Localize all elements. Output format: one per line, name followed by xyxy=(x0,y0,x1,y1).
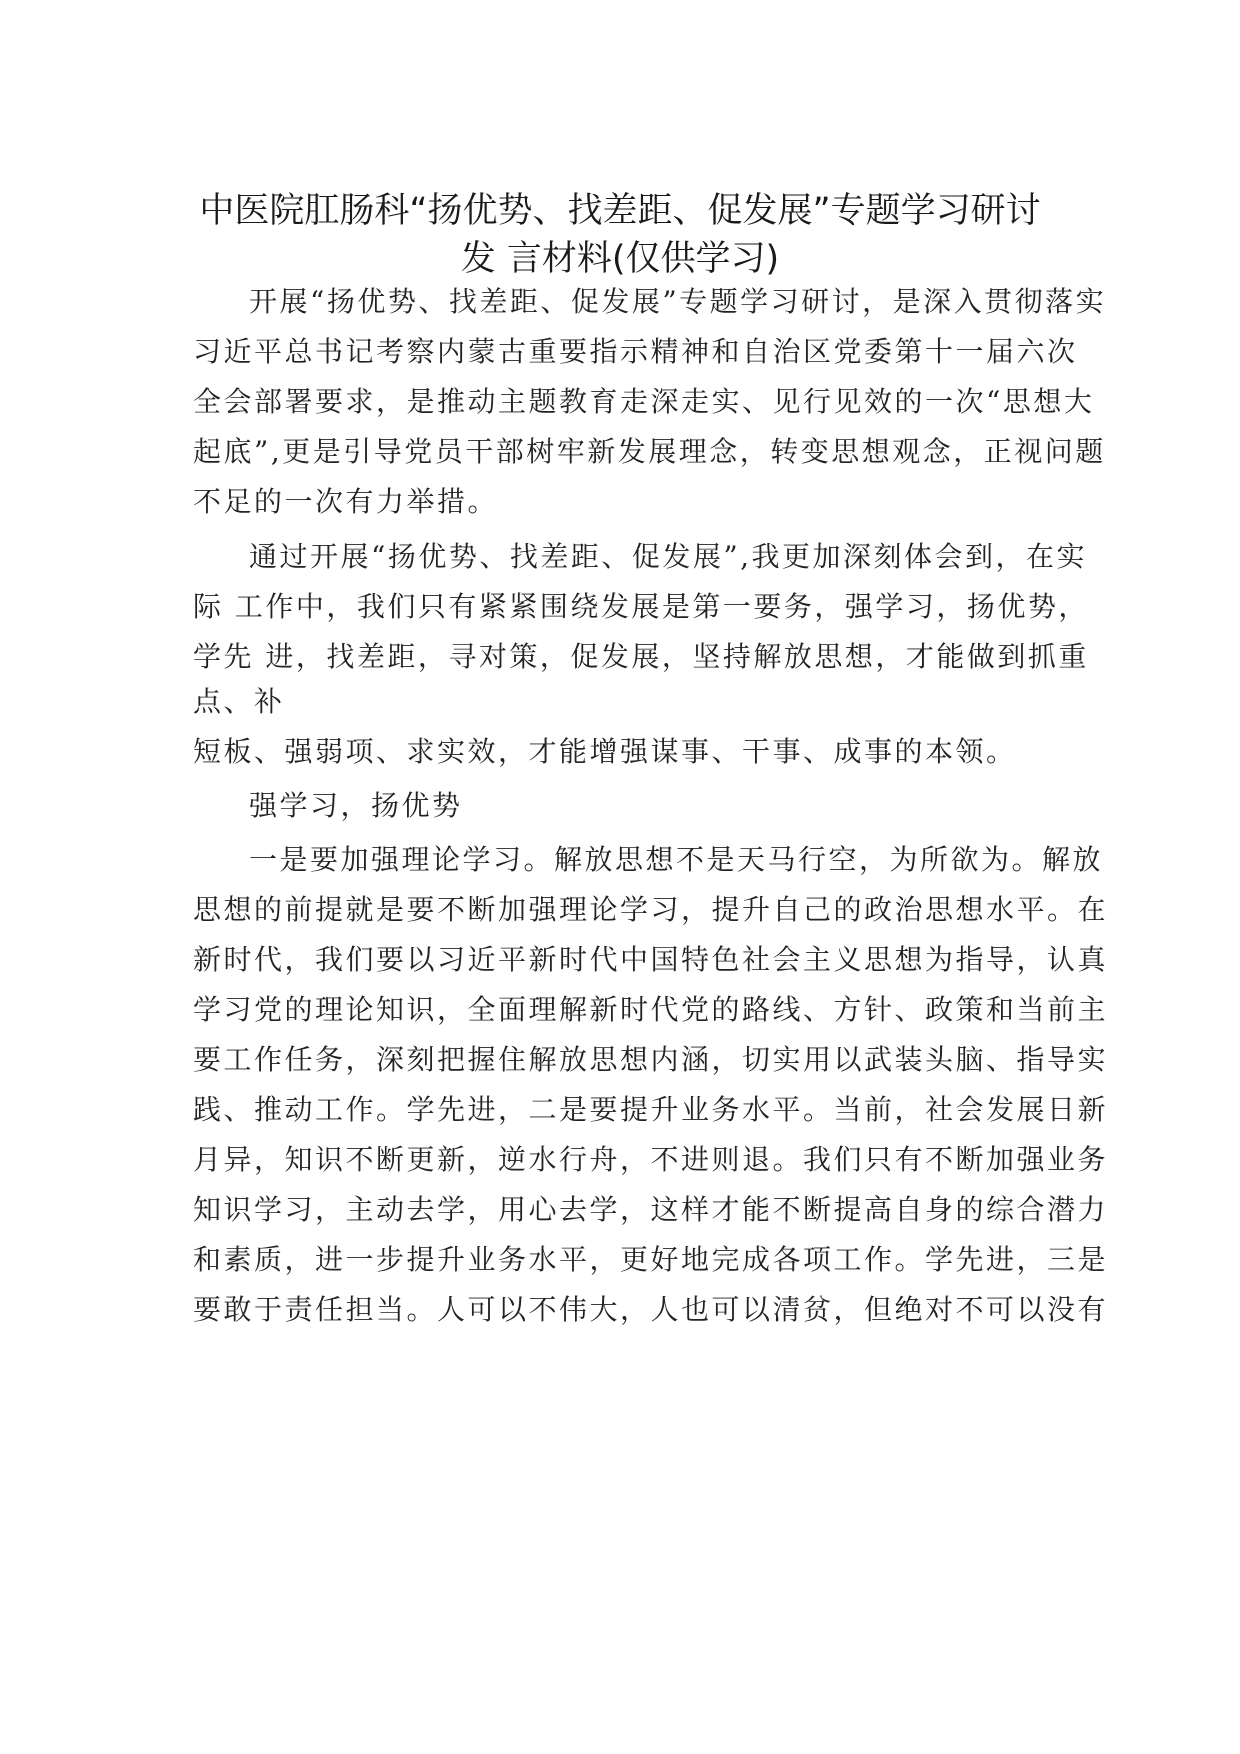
body-line-16: 要工作任务，深刻把握住解放思想内涵，切实用以武装头脑、指导实 xyxy=(193,1043,1109,1076)
body-line-8: 学先 进，找差距，寻对策，促发展，坚持解放思想，才能做到抓重 xyxy=(193,640,1089,673)
body-line-13: 思想的前提就是要不断加强理论学习，提升自己的政治思想水平。在 xyxy=(193,893,1109,926)
body-line-20: 和素质，进一步提升业务水平，更好地完成各项工作。学先进，三是 xyxy=(193,1243,1109,1276)
body-line-4: 起底”,更是引导党员干部树牢新发展理念，转变思想观念，正视问题 xyxy=(193,435,1106,468)
body-line-14: 新时代，我们要以习近平新时代中国特色社会主义思想为指导，认真 xyxy=(193,943,1109,976)
body-line-10: 短板、强弱项、求实效，才能增强谋事、干事、成事的本领。 xyxy=(193,735,1017,768)
body-line-21: 要敢于责任担当。人可以不伟大，人也可以清贫，但绝对不可以没有 xyxy=(193,1293,1109,1326)
body-line-7: 际 工作中，我们只有紧紧围绕发展是第一要务，强学习，扬优势， xyxy=(193,590,1089,623)
body-line-12: 一是要加强理论学习。解放思想不是天马行空，为所欲为。解放 xyxy=(249,843,1104,876)
body-line-18: 月异，知识不断更新，逆水行舟，不进则退。我们只有不断加强业务 xyxy=(193,1143,1109,1176)
section-heading: 强学习，扬优势 xyxy=(249,789,463,822)
body-line-6: 通过开展“扬优势、找差距、促发展”,我更加深刻体会到，在实 xyxy=(249,540,1088,573)
document-title-line-2: 发 言材料(仅供学习) xyxy=(460,239,780,279)
body-line-1: 开展“扬优势、找差距、促发展”专题学习研讨，是深入贯彻落实 xyxy=(249,285,1107,318)
body-line-19: 知识学习，主动去学，用心去学，这样才能不断提高自身的综合潜力 xyxy=(193,1193,1109,1226)
body-line-9: 点、补 xyxy=(193,685,285,718)
body-line-17: 践、推动工作。学先进，二是要提升业务水平。当前，社会发展日新 xyxy=(193,1093,1109,1126)
body-line-3: 全会部署要求，是推动主题教育走深走实、见行见效的一次“思想大 xyxy=(193,385,1095,418)
body-line-2: 习近平总书记考察内蒙古重要指示精神和自治区党委第十一届六次 xyxy=(193,335,1078,368)
body-line-15: 学习党的理论知识，全面理解新时代党的路线、方针、政策和当前主 xyxy=(193,993,1109,1026)
document-title-line-1: 中医院肛肠科“扬优势、找差距、促发展”专题学习研讨 xyxy=(199,191,1041,231)
body-line-5: 不足的一次有力举措。 xyxy=(193,485,499,518)
